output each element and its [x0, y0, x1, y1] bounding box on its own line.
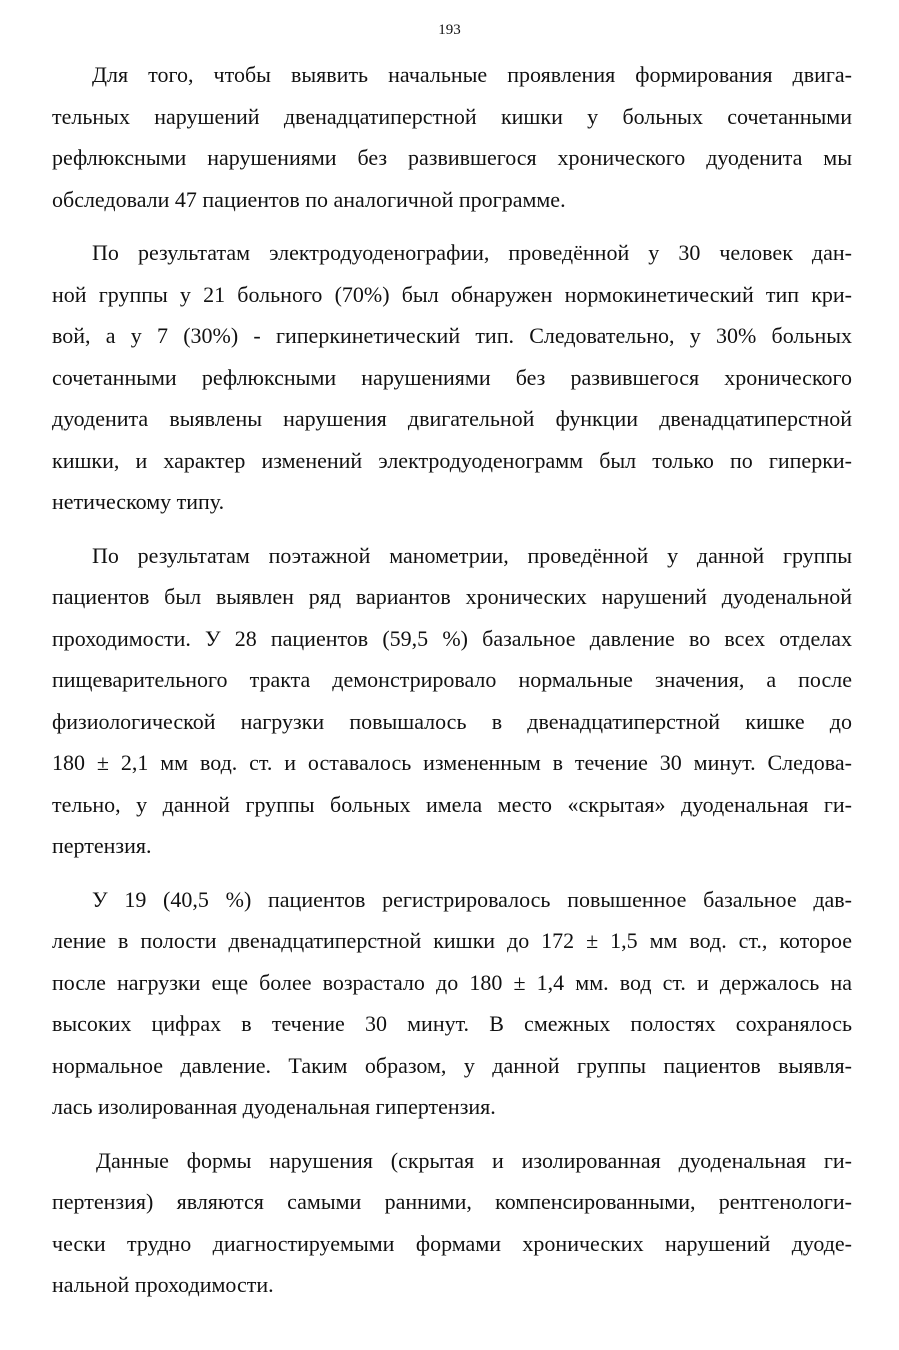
text-line: проходимости. У 28 пациентов (59,5 %) базальное давление во всех отделах	[52, 625, 852, 651]
text-line: вой, а у 7 (30%) - гиперкинетический тип. Следовательно, у 30% больных	[52, 323, 852, 348]
page-number: 193	[438, 22, 461, 38]
document-body	[52, 54, 852, 1318]
text-line: пищеварительного тракта демонстрировало нормальные значения, а после	[52, 667, 852, 692]
text-line: Данные формы нарушения (скрытая и изолированная дуоденальная ги-	[96, 1147, 852, 1173]
text-line: пациентов был выявлен ряд вариантов хронических нарушений дуоденальной	[52, 584, 852, 609]
text-line: ной группы у 21 больного (70%) был обнаружен нормокинетический тип кри-	[52, 281, 852, 307]
paragraph-1	[52, 54, 852, 220]
text-line: дуоденита выявлены нарушения двигательной функции двенадцатиперстной	[52, 406, 852, 431]
text-line: нальной проходимости.	[52, 1272, 274, 1297]
paragraph-3	[52, 535, 852, 867]
text-line: По результатам электродуоденографии, проведённой у 30 человек дан-	[92, 240, 852, 265]
text-line: лась изолированная дуоденальная гипертензия.	[52, 1094, 496, 1119]
text-line: обследовали 47 пациентов по аналогичной программе.	[52, 186, 566, 212]
text-line: Для того, чтобы выявить начальные проявления формирования двига-	[92, 62, 852, 87]
text-line: рефлюксными нарушениями без развившегося хронического дуоденита мы	[52, 145, 852, 170]
text-line: 180 ± 2,1 мм вод. ст. и оставалось измененным в течение 30 минут. Следова-	[52, 750, 852, 775]
text-line: тельных нарушений двенадцатиперстной кишки у больных сочетанными	[52, 103, 852, 129]
paragraph-5	[52, 1140, 852, 1306]
text-line: физиологической нагрузки повышалось в двенадцатиперстной кишке до	[52, 708, 852, 734]
text-line: ление в полости двенадцатиперстной кишки до 172 ± 1,5 мм вод. ст., которое	[52, 928, 852, 953]
text-line: тельно, у данной группы больных имела место «скрытая» дуоденальная ги-	[52, 791, 852, 817]
text-line: нетическому типу.	[52, 489, 225, 514]
text-line: после нагрузки еще более возрастало до 180 ± 1,4 мм. вод ст. и держалось на	[52, 969, 852, 995]
text-line: чески трудно диагностируемыми формами хронических нарушений дуоде-	[52, 1230, 852, 1256]
text-line: По результатам поэтажной манометрии, проведённой у данной группы	[92, 542, 852, 568]
text-line: У 19 (40,5 %) пациентов регистрировалось повышенное базальное дав-	[92, 886, 852, 912]
text-line: нормальное давление. Таким образом, у данной группы пациентов выявля-	[52, 1052, 852, 1078]
paragraph-2	[52, 232, 852, 523]
text-line: пертензия) являются самыми ранними, компенсированными, рентгенологи-	[52, 1189, 852, 1214]
text-line: высоких цифрах в течение 30 минут. В смежных полостях сохранялось	[52, 1011, 852, 1036]
paragraph-4	[52, 879, 852, 1128]
text-line: пертензия.	[52, 833, 152, 858]
text-line: кишки, и характер изменений электродуоденограмм был только по гиперки-	[52, 447, 852, 473]
text-line: сочетанными рефлюксными нарушениями без развившегося хронического	[52, 364, 852, 390]
